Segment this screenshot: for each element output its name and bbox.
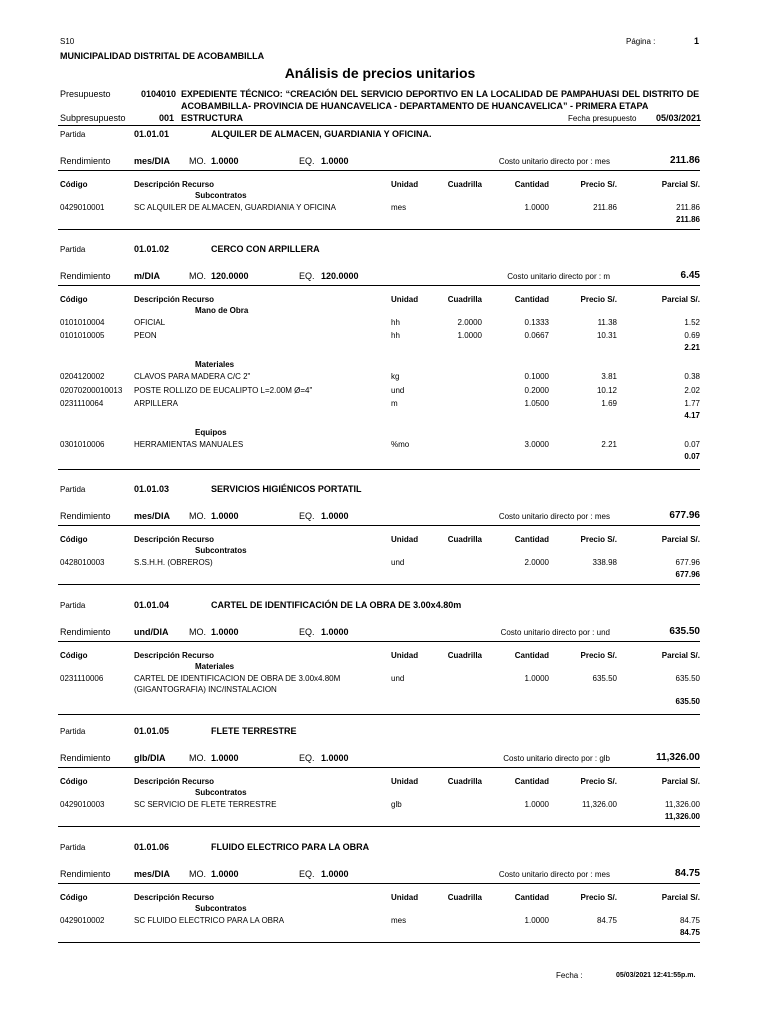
rendimiento-unit: mes/DIA bbox=[134, 511, 171, 521]
partida-name: CERCO CON ARPILLERA bbox=[211, 244, 320, 254]
item-code: 0429010002 bbox=[60, 916, 105, 925]
costo-unitario-label bbox=[460, 272, 610, 281]
header-divider bbox=[58, 125, 700, 126]
col-parcial: Parcial S/. bbox=[661, 893, 700, 902]
partida-name: CARTEL DE IDENTIFICACIÓN DE LA OBRA DE 3.00x4.80m bbox=[211, 600, 462, 610]
item-code: 0301010006 bbox=[60, 440, 105, 449]
col-precio: Precio S/. bbox=[580, 535, 617, 544]
col-parcial: Parcial S/. bbox=[661, 295, 700, 304]
costo-unitario-label bbox=[460, 754, 610, 763]
item-unit: %mo bbox=[391, 440, 410, 449]
costo-unitario-unit: und bbox=[596, 628, 610, 637]
col-unidad: Unidad bbox=[391, 535, 419, 544]
eq-value: 1.0000 bbox=[321, 753, 349, 763]
rendimiento-unit: mes/DIA bbox=[134, 869, 171, 879]
mo-value: 1.0000 bbox=[211, 627, 239, 637]
rendimiento-divider bbox=[58, 883, 700, 884]
item-parcial: 2.02 bbox=[684, 385, 700, 395]
rendimiento-divider bbox=[58, 285, 700, 286]
item-unit: kg bbox=[391, 372, 400, 382]
mo-value: 1.0000 bbox=[211, 156, 239, 166]
presupuesto-name-line2: ACOBAMBILLA- PROVINCIA DE HUANCAVELICA - DEPARTAMENTO DE HUANCAVELICA” - PRIMERA ETAPA bbox=[181, 101, 649, 111]
partida-code: 01.01.05 bbox=[134, 726, 170, 736]
item-parcial: 0.38 bbox=[684, 372, 700, 382]
mo-value: 1.0000 bbox=[211, 753, 239, 763]
item-precio: 338.98 bbox=[592, 558, 617, 567]
page-title: Análisis de precios unitarios bbox=[284, 65, 476, 81]
group-subtotal: 4.17 bbox=[684, 411, 700, 420]
item-description: SC SERVICIO DE FLETE TERRESTRE bbox=[134, 800, 277, 809]
item-code: 0231110006 bbox=[60, 674, 104, 683]
costo-unitario-text: Costo unitario directo por : bbox=[500, 628, 595, 637]
partida-divider bbox=[58, 826, 700, 827]
col-codigo: Código bbox=[60, 777, 88, 786]
group-subtotal: 211.86 bbox=[675, 214, 700, 224]
col-codigo: Código bbox=[60, 295, 88, 304]
mo-value: 1.0000 bbox=[211, 869, 239, 879]
item-parcial: 11,326.00 bbox=[665, 800, 700, 809]
costo-unitario-text: Costo unitario directo por : bbox=[498, 512, 593, 521]
item-unit: und bbox=[391, 385, 405, 395]
costo-unitario-text: Costo unitario directo por : bbox=[498, 870, 593, 879]
item-precio: 3.81 bbox=[601, 372, 617, 382]
footer-fecha-label: Fecha : bbox=[556, 971, 583, 980]
col-unidad: Unidad bbox=[391, 180, 419, 189]
item-cantidad: 1.0500 bbox=[524, 398, 549, 408]
item-precio: 635.50 bbox=[592, 674, 617, 683]
col-cuadrilla: Cuadrilla bbox=[447, 651, 482, 660]
col-codigo: Código bbox=[60, 651, 88, 660]
item-cantidad: 0.1000 bbox=[524, 372, 549, 382]
partida-label: Partida bbox=[60, 601, 86, 610]
partida-total: 84.75 bbox=[674, 868, 700, 879]
eq-label: EQ. bbox=[299, 753, 315, 763]
item-precio: 211.86 bbox=[593, 203, 617, 212]
group-subtotal: 2.21 bbox=[684, 343, 700, 353]
col-descripcion: Descripción Recurso bbox=[134, 651, 215, 660]
costo-unitario-text: Costo unitario directo por : bbox=[503, 754, 598, 763]
col-precio: Precio S/. bbox=[580, 651, 617, 660]
partida-code: 01.01.01 bbox=[134, 129, 170, 139]
group-title: Subcontratos bbox=[195, 788, 247, 797]
partida-name: FLUIDO ELECTRICO PARA LA OBRA bbox=[211, 842, 370, 852]
eq-label: EQ. bbox=[299, 156, 315, 166]
eq-label: EQ. bbox=[299, 511, 315, 521]
partida-code: 01.01.04 bbox=[134, 600, 170, 610]
mo-label: MO. bbox=[189, 627, 206, 637]
item-description: ARPILLERA bbox=[134, 398, 179, 408]
partida-label: Partida bbox=[60, 843, 86, 852]
item-parcial: 635.50 bbox=[675, 674, 700, 683]
item-precio: 10.31 bbox=[596, 331, 617, 341]
rendimiento-label: Rendimiento bbox=[60, 869, 111, 879]
col-parcial: Parcial S/. bbox=[661, 180, 700, 189]
item-unit: hh bbox=[391, 318, 400, 327]
item-code: 0204120002 bbox=[60, 372, 105, 382]
col-parcial: Parcial S/. bbox=[661, 777, 700, 786]
col-cuadrilla: Cuadrilla bbox=[447, 893, 482, 902]
col-codigo: Código bbox=[60, 180, 88, 189]
partida-divider bbox=[58, 469, 700, 470]
col-cantidad: Cantidad bbox=[514, 535, 549, 544]
rendimiento-unit: mes/DIA bbox=[134, 156, 171, 166]
costo-unitario-text: Costo unitario directo por : bbox=[498, 157, 593, 166]
report-code: S10 bbox=[60, 37, 75, 46]
item-unit: glb bbox=[391, 800, 402, 809]
item-parcial: 1.52 bbox=[684, 318, 700, 327]
rendimiento-unit: und/DIA bbox=[134, 627, 169, 637]
col-precio: Precio S/. bbox=[580, 295, 617, 304]
group-title: Mano de Obra bbox=[195, 306, 249, 315]
rendimiento-label: Rendimiento bbox=[60, 627, 111, 637]
eq-value: 120.0000 bbox=[321, 271, 359, 281]
group-subtotal: 635.50 bbox=[675, 697, 700, 706]
costo-unitario-label bbox=[460, 512, 610, 521]
rendimiento-unit: m/DIA bbox=[134, 271, 161, 281]
partida-label: Partida bbox=[60, 130, 86, 139]
item-precio: 2.21 bbox=[601, 440, 617, 449]
item-description: POSTE ROLLIZO DE EUCALIPTO L=2.00M Ø=4" bbox=[134, 385, 313, 395]
item-description: CARTEL DE IDENTIFICACION DE OBRA DE 3.00x4.80M bbox=[134, 674, 341, 683]
col-descripcion: Descripción Recurso bbox=[134, 893, 215, 902]
col-descripcion: Descripción Recurso bbox=[134, 295, 215, 304]
rendimiento-label: Rendimiento bbox=[60, 156, 111, 166]
col-cuadrilla: Cuadrilla bbox=[447, 180, 482, 189]
col-codigo: Código bbox=[60, 893, 88, 902]
mo-label: MO. bbox=[189, 511, 206, 521]
costo-unitario-label bbox=[460, 870, 610, 879]
item-description: SC FLUIDO ELECTRICO PARA LA OBRA bbox=[134, 916, 285, 925]
partida-total: 635.50 bbox=[669, 626, 700, 637]
col-precio: Precio S/. bbox=[580, 893, 617, 902]
costo-unitario-text: Costo unitario directo por : bbox=[507, 272, 602, 281]
col-cantidad: Cantidad bbox=[514, 777, 549, 786]
item-code: 0231110064 bbox=[60, 398, 104, 408]
item-code: 0101010004 bbox=[60, 318, 105, 327]
col-codigo: Código bbox=[60, 535, 88, 544]
rendimiento-label: Rendimiento bbox=[60, 511, 111, 521]
page-label: Página : bbox=[626, 37, 656, 46]
partida-code: 01.01.02 bbox=[134, 244, 170, 254]
col-descripcion: Descripción Recurso bbox=[134, 777, 215, 786]
col-descripcion: Descripción Recurso bbox=[134, 180, 215, 189]
mo-value: 120.0000 bbox=[211, 271, 249, 281]
group-subtotal: 84.75 bbox=[679, 927, 700, 937]
col-unidad: Unidad bbox=[391, 651, 419, 660]
col-cantidad: Cantidad bbox=[514, 180, 549, 189]
item-description: OFICIAL bbox=[134, 318, 166, 327]
item-cuadrilla: 1.0000 bbox=[457, 331, 482, 341]
item-code: 02070200010013 bbox=[60, 385, 123, 395]
rendimiento-divider bbox=[58, 767, 700, 768]
presupuesto-name-line1: EXPEDIENTE TÉCNICO: “CREACIÓN DEL SERVICIO DEPORTIVO EN LA LOCALIDAD DE PAMPAHUASI DEL DISTRITO DE bbox=[181, 89, 699, 99]
item-code: 0429010001 bbox=[60, 203, 105, 212]
item-precio: 10.12 bbox=[596, 385, 617, 395]
item-cantidad: 2.0000 bbox=[524, 558, 549, 567]
partida-code: 01.01.06 bbox=[134, 842, 170, 852]
item-code: 0429010003 bbox=[60, 800, 105, 809]
item-description: S.S.H.H. (OBREROS) bbox=[134, 558, 213, 567]
col-parcial: Parcial S/. bbox=[661, 651, 700, 660]
item-cantidad: 1.0000 bbox=[524, 674, 549, 683]
costo-unitario-unit: mes bbox=[594, 512, 610, 521]
item-parcial: 0.07 bbox=[684, 440, 700, 449]
col-cantidad: Cantidad bbox=[514, 651, 549, 660]
item-parcial: 677.96 bbox=[675, 558, 700, 567]
partida-total: 211.86 bbox=[669, 155, 700, 166]
rendimiento-unit: glb/DIA bbox=[134, 753, 166, 763]
item-cuadrilla: 2.0000 bbox=[457, 318, 482, 327]
eq-label: EQ. bbox=[299, 627, 315, 637]
partida-divider bbox=[58, 229, 700, 230]
group-title: Materiales bbox=[195, 662, 235, 671]
group-title: Materiales bbox=[195, 360, 235, 370]
costo-unitario-label bbox=[460, 628, 610, 637]
item-unit: und bbox=[391, 558, 405, 567]
item-description-line2: (GIGANTOGRAFIA) INC/INSTALACION bbox=[134, 685, 277, 694]
item-description: HERRAMIENTAS MANUALES bbox=[134, 440, 244, 449]
item-description: SC ALQUILER DE ALMACEN, GUARDIANIA Y OFICINA bbox=[134, 203, 336, 212]
item-unit: mes bbox=[391, 203, 407, 212]
item-code: 0101010005 bbox=[60, 331, 105, 341]
costo-unitario-label bbox=[460, 157, 610, 166]
mo-value: 1.0000 bbox=[211, 511, 239, 521]
item-unit: m bbox=[391, 398, 398, 408]
partida-total: 6.45 bbox=[680, 270, 700, 281]
col-cuadrilla: Cuadrilla bbox=[447, 777, 482, 786]
item-cantidad: 3.0000 bbox=[524, 440, 549, 449]
item-cantidad: 0.2000 bbox=[524, 385, 549, 395]
item-precio: 11.38 bbox=[597, 318, 617, 327]
eq-value: 1.0000 bbox=[321, 627, 349, 637]
partida-code: 01.01.03 bbox=[134, 484, 170, 494]
col-unidad: Unidad bbox=[391, 893, 419, 902]
rendimiento-divider bbox=[58, 170, 700, 171]
item-cantidad: 0.0667 bbox=[524, 331, 549, 341]
rendimiento-divider bbox=[58, 525, 700, 526]
col-descripcion: Descripción Recurso bbox=[134, 535, 215, 544]
item-cantidad: 1.0000 bbox=[524, 916, 549, 925]
col-parcial: Parcial S/. bbox=[661, 535, 700, 544]
footer-fecha-value: 05/03/2021 12:41:55p.m. bbox=[616, 972, 696, 979]
partida-divider bbox=[58, 942, 700, 943]
costo-unitario-unit: mes bbox=[594, 157, 610, 166]
costo-unitario-unit: m bbox=[603, 272, 610, 281]
partida-name: FLETE TERRESTRE bbox=[211, 726, 297, 736]
group-subtotal: 677.96 bbox=[675, 569, 700, 579]
item-unit: hh bbox=[391, 331, 400, 341]
presupuesto-label: Presupuesto bbox=[60, 89, 111, 99]
item-precio: 11,326.00 bbox=[582, 800, 617, 809]
item-description: PEON bbox=[134, 331, 157, 341]
col-unidad: Unidad bbox=[391, 777, 419, 786]
fecha-presupuesto-label: Fecha presupuesto bbox=[568, 114, 637, 123]
mo-label: MO. bbox=[189, 753, 206, 763]
mo-label: MO. bbox=[189, 271, 206, 281]
partida-divider bbox=[58, 714, 700, 715]
item-parcial: 84.75 bbox=[679, 916, 700, 925]
item-unit: mes bbox=[391, 916, 407, 925]
partida-name: ALQUILER DE ALMACEN, GUARDIANIA Y OFICINA. bbox=[211, 129, 432, 139]
item-unit: und bbox=[391, 674, 405, 683]
partida-label: Partida bbox=[60, 245, 86, 254]
mo-label: MO. bbox=[189, 869, 206, 879]
item-precio: 1.69 bbox=[601, 398, 617, 408]
item-code: 0428010003 bbox=[60, 558, 105, 567]
item-cantidad: 1.0000 bbox=[524, 800, 549, 809]
mo-label: MO. bbox=[189, 156, 206, 166]
col-cuadrilla: Cuadrilla bbox=[447, 295, 482, 304]
item-parcial: 0.69 bbox=[684, 331, 700, 341]
col-cantidad: Cantidad bbox=[514, 295, 549, 304]
eq-value: 1.0000 bbox=[321, 869, 349, 879]
partida-label: Partida bbox=[60, 485, 86, 494]
eq-value: 1.0000 bbox=[321, 511, 349, 521]
partida-total: 11,326.00 bbox=[656, 752, 700, 763]
eq-label: EQ. bbox=[299, 869, 315, 879]
partida-label: Partida bbox=[60, 727, 86, 736]
col-precio: Precio S/. bbox=[580, 777, 617, 786]
rendimiento-label: Rendimiento bbox=[60, 753, 111, 763]
subpresupuesto-code: 001 bbox=[159, 113, 175, 123]
partida-divider bbox=[58, 584, 700, 585]
col-unidad: Unidad bbox=[391, 295, 419, 304]
page-number: 1 bbox=[694, 36, 700, 46]
group-subtotal: 0.07 bbox=[684, 452, 700, 462]
col-cuadrilla: Cuadrilla bbox=[447, 535, 482, 544]
item-cantidad: 0.1333 bbox=[524, 318, 549, 327]
rendimiento-label: Rendimiento bbox=[60, 271, 111, 281]
item-parcial: 1.77 bbox=[684, 398, 700, 408]
fecha-presupuesto-value: 05/03/2021 bbox=[656, 113, 702, 123]
subpresupuesto-name: ESTRUCTURA bbox=[181, 113, 243, 123]
group-subtotal: 11,326.00 bbox=[664, 811, 700, 821]
partida-total: 677.96 bbox=[669, 510, 700, 521]
item-parcial: 211.86 bbox=[676, 203, 700, 212]
group-title: Equipos bbox=[195, 428, 227, 437]
item-description: CLAVOS PARA MADERA C/C 2" bbox=[134, 372, 251, 382]
costo-unitario-unit: mes bbox=[594, 870, 610, 879]
subpresupuesto-label: Subpresupuesto bbox=[60, 113, 126, 123]
organization-name: MUNICIPALIDAD DISTRITAL DE ACOBAMBILLA bbox=[60, 51, 265, 61]
col-cantidad: Cantidad bbox=[514, 893, 549, 902]
group-title: Subcontratos bbox=[195, 191, 247, 200]
costo-unitario-unit: glb bbox=[599, 754, 610, 763]
item-cantidad: 1.0000 bbox=[524, 203, 549, 212]
eq-value: 1.0000 bbox=[321, 156, 349, 166]
group-title: Subcontratos bbox=[195, 904, 247, 913]
eq-label: EQ. bbox=[299, 271, 315, 281]
col-precio: Precio S/. bbox=[580, 180, 617, 189]
partida-name: SERVICIOS HIGIÉNICOS PORTATIL bbox=[211, 484, 362, 494]
rendimiento-divider bbox=[58, 641, 700, 642]
group-title: Subcontratos bbox=[195, 546, 247, 555]
item-precio: 84.75 bbox=[596, 916, 617, 925]
presupuesto-code: 0104010 bbox=[141, 89, 177, 99]
